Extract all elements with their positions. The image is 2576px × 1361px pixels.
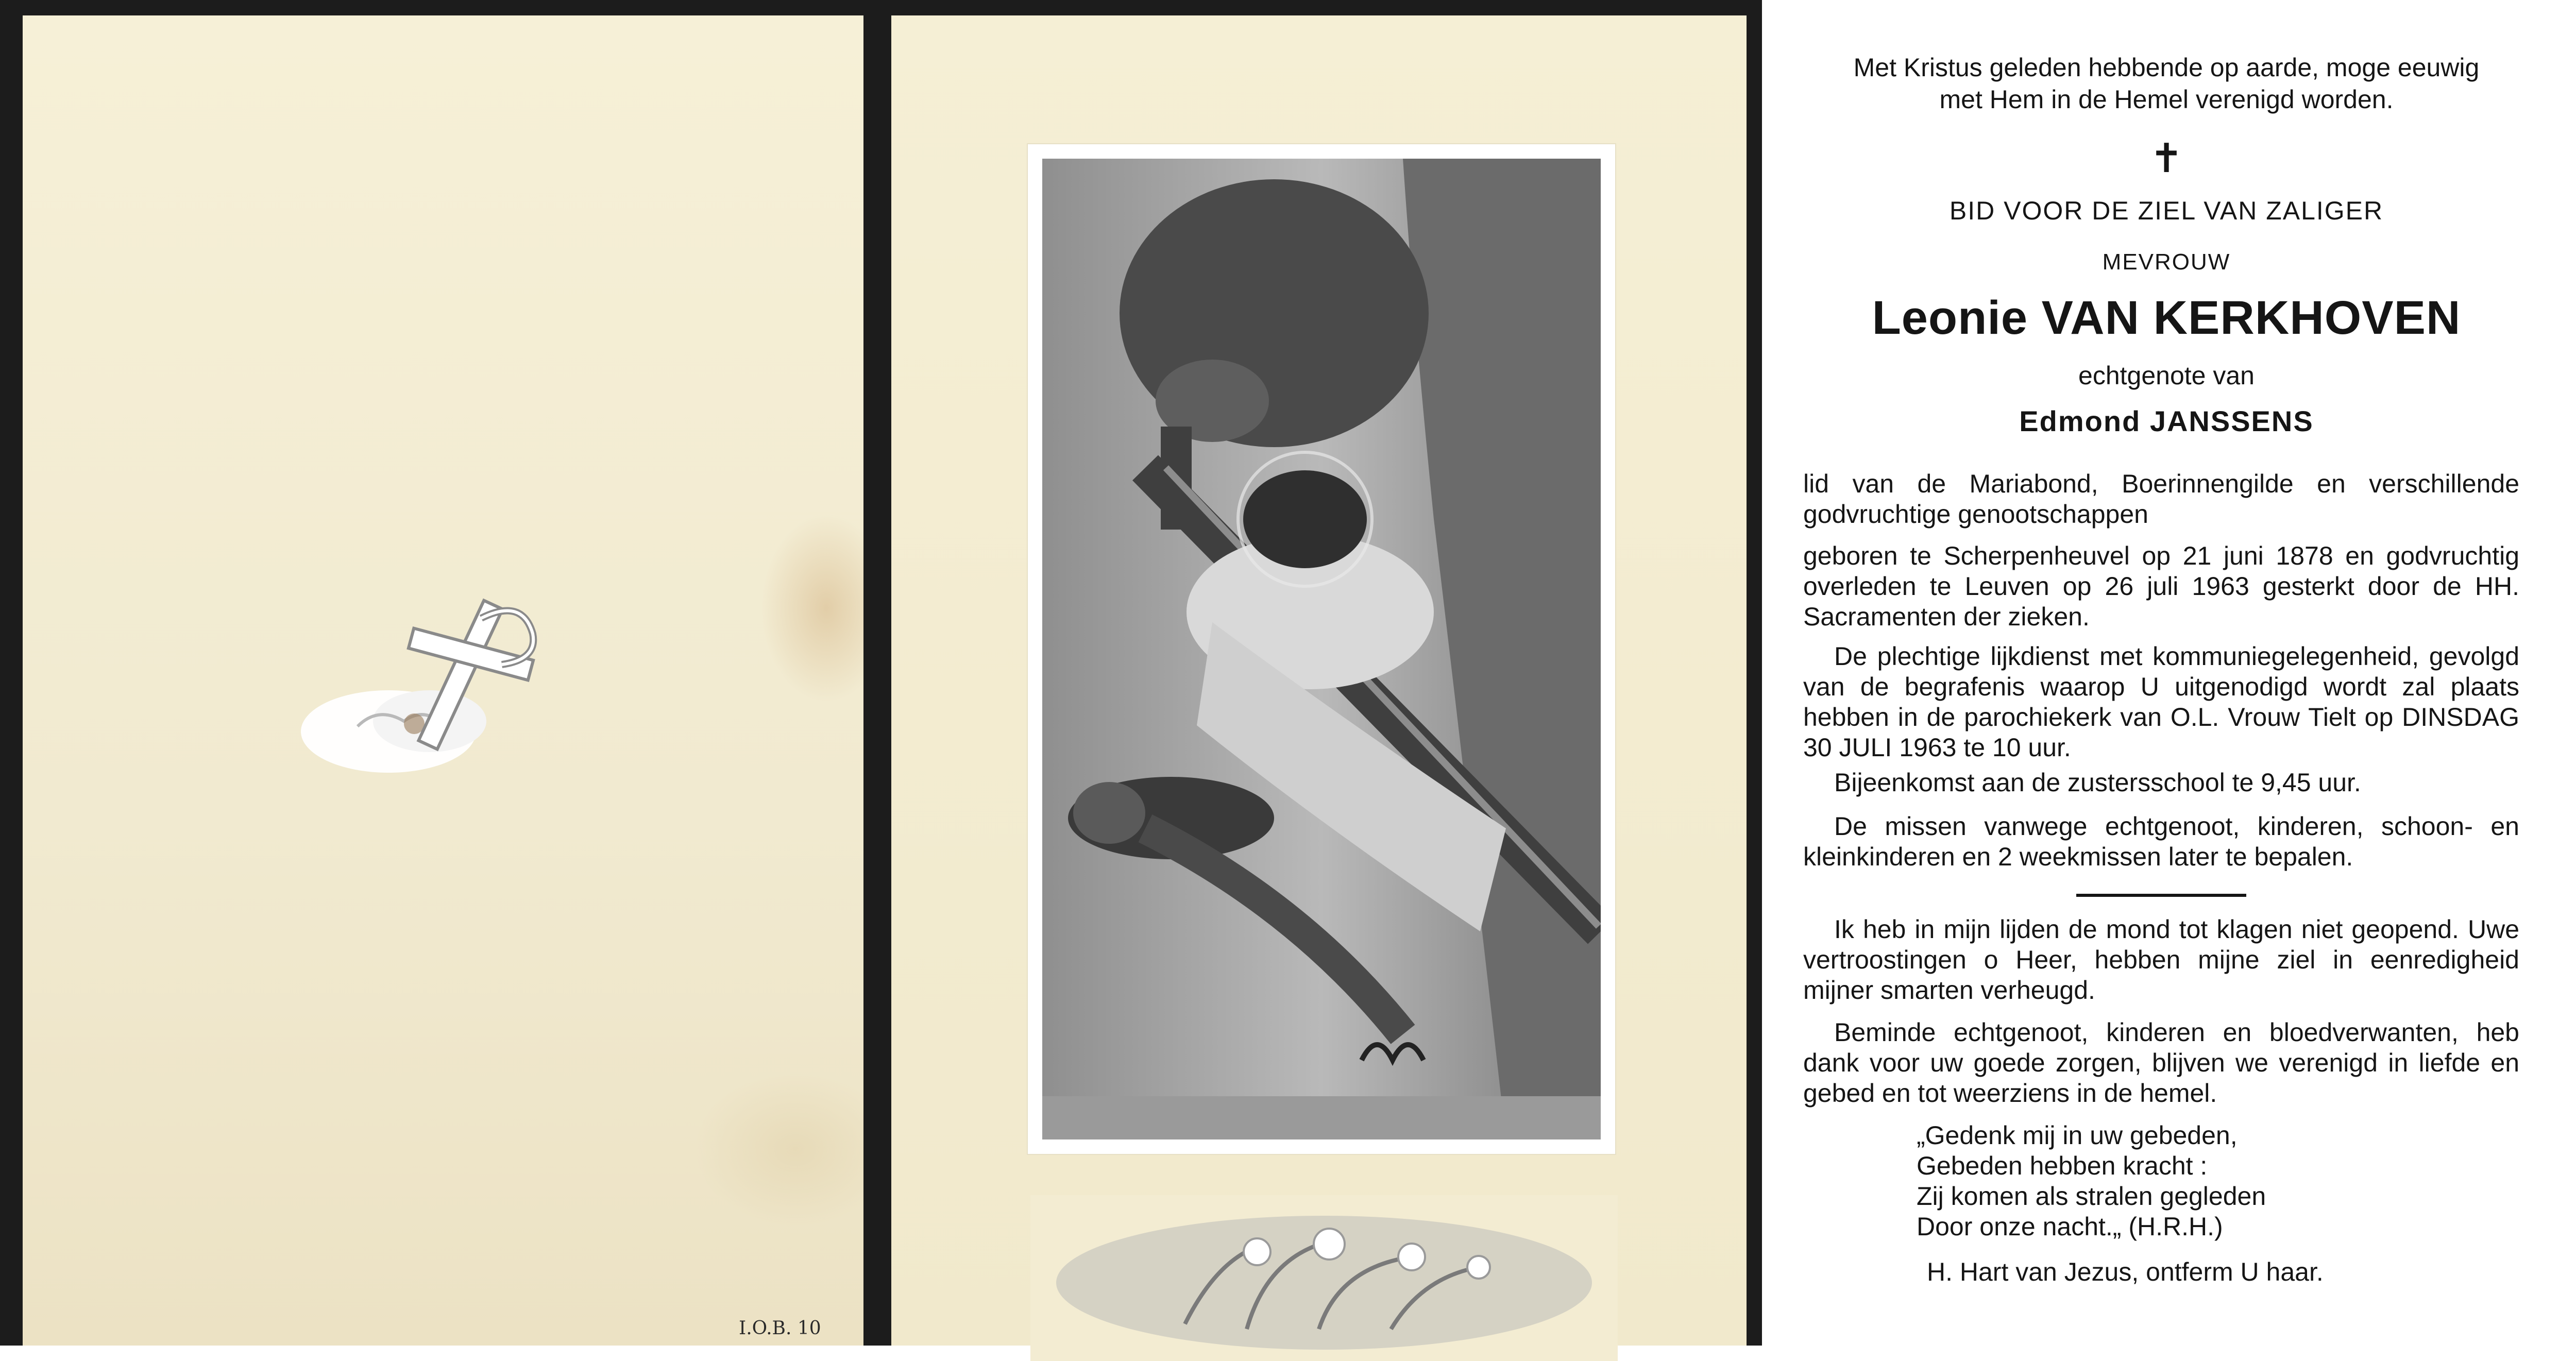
funeral-service-paragraph: De plechtige lijkdienst met kommuniegelegenheid, gevolgd van de begrafenis waarop U uitgenodigd wordt zal plaats hebben in de parochiekerk van O.L. Vrouw Tielt op DINSDAG 30 JULI 1963 te 10 uur. (1803, 642, 2519, 762)
deceased-title: MEVROUW (2102, 249, 2231, 275)
chi-rho-monogram-emblem (296, 556, 667, 798)
prayer-heading: BID VOOR DE ZIEL VAN ZALIGER (1949, 196, 2384, 225)
opening-verse-line: Met Kristus geleden hebbende op aarde, moge eeuwig (1853, 53, 2480, 82)
devotional-picture-christ-carrying-cross (1028, 144, 1615, 1154)
poem-line: Zij komen als stralen gegleden (1917, 1182, 2266, 1211)
poem-line: Gebeden hebben kracht : (1917, 1151, 2208, 1180)
opening-verse (1772, 52, 2561, 115)
reflection-paragraph: Ik heb in mijn lijden de mond tot klagen niet geopend. Uwe vertroostingen o Heer, hebben mijne ziel in eenredigheid mijner smarten verheugd. (1803, 915, 2519, 1005)
card-back-panel (0, 0, 876, 1346)
opening-verse-line: met Hem in de Hemel verenigd worden. (1939, 85, 2394, 114)
divider (2076, 894, 2246, 897)
card-back-paper (23, 15, 863, 1346)
family-panel (2561, 0, 2576, 1346)
card-front-paper (891, 15, 1747, 1346)
cross-icon: ✝ (2149, 135, 2183, 182)
closing-prayer: H. Hart van Jezus, ontferm U haar. (1927, 1257, 2324, 1286)
printer-code: I.O.B. 10 (739, 1318, 821, 1339)
membership-paragraph: lid van de Mariabond, Boerinnengilde en verschillende godvruchtige genootschappen (1803, 469, 2519, 529)
gathering-paragraph: Bijeenkomst aan de zustersschool te 9,45 uur. (1834, 768, 2361, 797)
deceased-name: Leonie VAN KERKHOVEN (1872, 292, 2461, 344)
poem-line: Door onze nacht.„ (H.R.H.) (1917, 1212, 2223, 1241)
spouse-name: Edmond JANSSENS (2019, 405, 2314, 437)
spouse-intro: echtgenote van (2078, 361, 2255, 390)
flower-vignette (1030, 1195, 1618, 1361)
card-front-panel (876, 0, 1762, 1346)
masses-paragraph: De missen vanwege echtgenoot, kinderen, schoon- en kleinkinderen en 2 weekmissen later te bepalen. (1803, 812, 2519, 871)
farewell-paragraph: Beminde echtgenoot, kinderen en bloedverwanten, heb dank voor uw goede zorgen, blijven we verenigd in liefde en gebed en tot weerziens in de hemel. (1803, 1018, 2519, 1108)
memorial-poem (1917, 1120, 2266, 1242)
birth-death-paragraph: geboren te Scherpenheuvel op 21 juni 1878 en godvruchtig overleden te Leuven op 26 juli 1963 gesterkt door de HH. Sacramenten der zieken. (1803, 541, 2519, 631)
obituary-text-panel (1772, 0, 2561, 1346)
poem-line: „Gedenk mij in uw gebeden, (1917, 1121, 2238, 1150)
